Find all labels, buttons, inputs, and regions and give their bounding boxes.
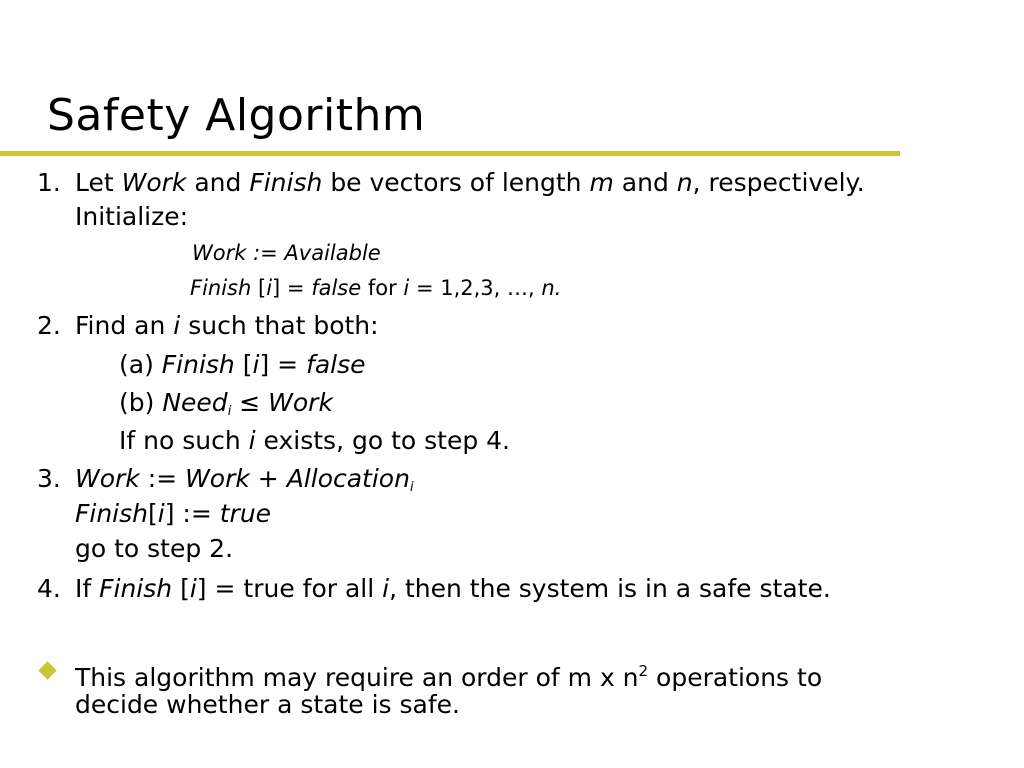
step-number: 2. xyxy=(37,311,61,340)
text: be vectors of length xyxy=(330,168,582,197)
text: go to step 2. xyxy=(75,534,234,563)
step-number: 1. xyxy=(37,168,61,197)
text: [ xyxy=(234,350,253,379)
term-work: Work xyxy=(268,388,333,417)
text: Find an xyxy=(75,311,166,340)
text: for xyxy=(367,276,397,300)
step-1-line-2 xyxy=(75,201,188,233)
step-2-cond-a xyxy=(119,349,366,381)
term-work: Work xyxy=(185,464,250,493)
step-2-cond-b xyxy=(119,387,333,428)
var-n: n xyxy=(676,168,693,197)
step-1-code-1 xyxy=(192,239,381,267)
step-4-line-1 xyxy=(37,573,831,605)
var-i: i xyxy=(266,276,273,300)
term-finish: Finish xyxy=(161,350,235,379)
text: Initialize: xyxy=(75,202,189,231)
term-finish: Finish xyxy=(75,499,148,528)
var-i: i xyxy=(248,426,256,455)
text: exists, go to step 4. xyxy=(263,426,510,455)
term-need: Need xyxy=(162,388,228,417)
text: decide whether a state is safe. xyxy=(75,690,460,719)
text: := xyxy=(147,464,178,493)
le-symbol: ≤ xyxy=(239,388,261,417)
step-2-cond-c xyxy=(119,425,510,457)
term-finish: Finish xyxy=(99,574,173,603)
step-number: 3. xyxy=(37,464,61,493)
text: [ xyxy=(172,574,190,603)
step-number: 4. xyxy=(37,574,61,603)
text: and xyxy=(621,168,669,197)
text: ] = xyxy=(272,276,305,300)
text: ] := xyxy=(164,499,212,528)
term-work: Work xyxy=(75,464,140,493)
text: ] = xyxy=(259,350,299,379)
step-1-code-2 xyxy=(190,274,561,302)
slide-title: Safety Algorithm xyxy=(47,90,426,141)
term-work: Work xyxy=(121,168,187,197)
step-3-line-3 xyxy=(75,533,233,565)
text: If xyxy=(75,574,92,603)
var-i: i xyxy=(252,350,260,379)
text: and xyxy=(194,168,242,197)
var-i: i xyxy=(173,311,181,340)
var-i: i xyxy=(157,499,165,528)
text: operations to xyxy=(648,663,823,692)
diamond-bullet-icon xyxy=(38,661,56,679)
var-i: i xyxy=(403,276,410,300)
subscript-i: i xyxy=(409,480,414,495)
step-2-line-1 xyxy=(37,310,379,342)
step-3-line-2 xyxy=(75,498,271,530)
term-false: false xyxy=(311,276,362,300)
var-i: i xyxy=(382,574,390,603)
term-false: false xyxy=(306,350,366,379)
text: , respectively. xyxy=(692,168,865,197)
var-n: n. xyxy=(541,276,562,300)
text: [ xyxy=(148,499,158,528)
text: = 1,2,3, …, xyxy=(415,276,535,300)
text: + xyxy=(257,464,279,493)
term-true: true xyxy=(219,499,272,528)
var-i: i xyxy=(189,574,197,603)
term-finish: Finish xyxy=(249,168,323,197)
text: (a) xyxy=(119,350,154,379)
text: ] = true for all xyxy=(196,574,375,603)
text: This algorithm may require an order of m x n xyxy=(75,663,639,692)
bullet-line-2 xyxy=(75,689,460,721)
text: [ xyxy=(251,276,267,300)
step-1-line-1 xyxy=(37,167,865,199)
text: , then the system is in a safe state. xyxy=(389,574,831,603)
text: (b) xyxy=(119,388,155,417)
code-work-available: Work := Available xyxy=(192,241,381,265)
text: such that both: xyxy=(188,311,379,340)
text: If no such xyxy=(119,426,241,455)
superscript-2: 2 xyxy=(638,662,649,680)
term-finish: Finish xyxy=(190,276,252,300)
text: Let xyxy=(75,168,114,197)
title-underline xyxy=(0,151,900,156)
subscript-i: i xyxy=(227,404,232,419)
var-m: m xyxy=(589,168,614,197)
term-allocation: Allocation xyxy=(286,464,410,493)
